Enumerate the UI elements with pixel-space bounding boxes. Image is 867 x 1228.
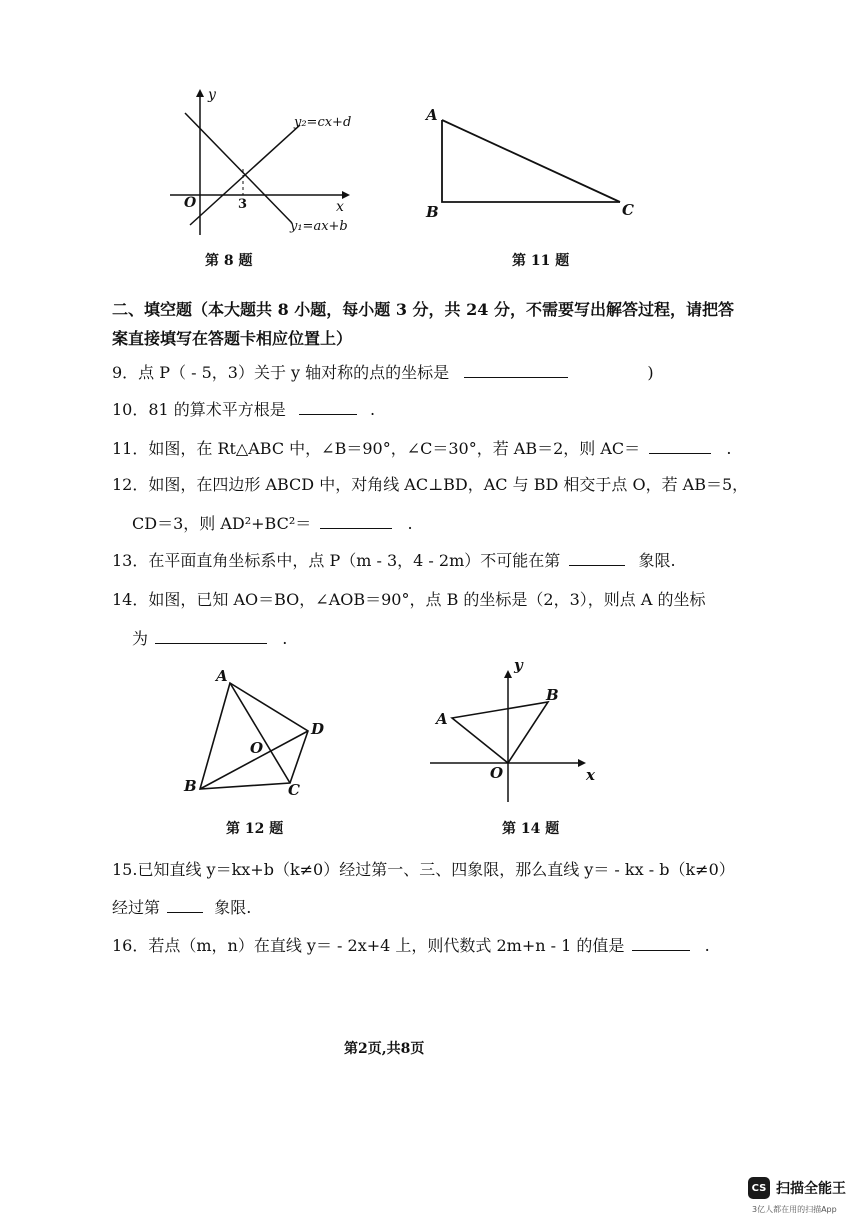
question-15-answer-blank[interactable] (167, 896, 203, 913)
figure-12-caption: 第 12 题 (226, 821, 284, 837)
page-number: 第2页,共8页 (344, 1041, 425, 1057)
question-15-line-2 (112, 896, 251, 919)
section-heading-line-2: 案直接填写在答题卡相应位置上） (112, 329, 353, 348)
question-11-tail: . (726, 439, 732, 458)
question-12-tail: . (407, 514, 413, 533)
question-16-text: 16．若点（m，n）在直线 y＝ - 2x+4 上，则代数式 2m+n - 1 的值是 (112, 936, 625, 955)
question-9-text: 9．点 P（ - 5，3）关于 y 轴对称的点的坐标是 (112, 363, 450, 382)
fig12-label-O: O (250, 739, 264, 757)
question-16-tail: . (704, 936, 710, 955)
question-11 (112, 437, 731, 460)
question-10-answer-blank[interactable] (299, 398, 357, 415)
question-15-line-1: 15.已知直线 y＝kx+b（k≠0）经过第一、三、四象限，那么直线 y＝ - kx - b（k≠0） (112, 860, 735, 879)
question-10 (112, 398, 375, 421)
section-heading-line-1: 二、填空题（本大题共 8 小题，每小题 3 分，共 24 分，不需要写出解答过程，请把答 (112, 300, 734, 319)
scanner-logo-icon: CS (748, 1177, 770, 1199)
figure-14 (428, 656, 608, 810)
fig12-label-A: A (216, 667, 228, 685)
question-12-text: CD＝3，则 AD²+BC²＝ (132, 514, 312, 533)
fig8-origin-label: O (184, 195, 197, 211)
question-14-line-2 (132, 627, 287, 650)
question-12-line-1: 12．如图，在四边形 ABCD 中，对角线 AC⊥BD，AC 与 BD 相交于点 O，若 AB＝5， (112, 475, 749, 494)
fig12-label-B: B (184, 777, 197, 795)
fig14-origin-label: O (490, 764, 504, 782)
fig14-y-label: y (514, 656, 523, 674)
figure-14-graph (428, 660, 608, 810)
figure-14-caption: 第 14 题 (502, 821, 560, 837)
fig8-y-label: y (208, 87, 216, 103)
question-13-answer-blank[interactable] (569, 549, 625, 566)
question-11-text: 11．如图，在 Rt△ABC 中，∠B＝90°，∠C＝30°，若 AB＝2，则 AC＝ (112, 439, 641, 458)
figure-12 (180, 665, 340, 805)
question-15-tail: 象限. (214, 898, 252, 917)
question-9 (112, 361, 654, 384)
fig12-label-D: D (311, 720, 325, 738)
fig11-label-B: B (426, 203, 439, 221)
question-9-answer-blank[interactable] (464, 361, 568, 378)
question-16 (112, 934, 710, 957)
fig14-label-A: A (436, 710, 448, 728)
fig14-label-B: B (546, 686, 559, 704)
question-12-line-2 (132, 512, 413, 535)
scanner-app-name: 扫描全能王 (776, 1181, 846, 1197)
question-14-text: 为 (132, 629, 149, 648)
question-14-line-1: 14．如图，已知 AO＝BO，∠AOB＝90°，点 B 的坐标是（2，3），则点 A 的坐标 (112, 590, 706, 609)
question-13-tail: 象限. (638, 551, 676, 570)
question-16-answer-blank[interactable] (632, 934, 690, 951)
question-13-text: 13．在平面直角坐标系中，点 P（m - 3，4 - 2m）不可能在第 (112, 551, 561, 570)
fig11-label-A: A (426, 106, 438, 124)
fig8-line2-label: y₂=cx+d (294, 115, 352, 130)
question-10-text: 10．81 的算术平方根是 (112, 400, 286, 419)
question-13 (112, 549, 676, 572)
question-10-tail: . (370, 400, 376, 419)
scanner-tagline: 3亿人都在用的扫描App (752, 1205, 837, 1214)
figure-11 (420, 100, 650, 230)
question-15-text: 经过第 (112, 898, 161, 917)
question-14-tail: . (282, 629, 288, 648)
fig14-x-label: x (586, 766, 595, 784)
figure-11-caption: 第 11 题 (512, 253, 570, 269)
fig8-tick-label: 3 (238, 197, 248, 212)
question-9-tail: ) (647, 363, 654, 382)
question-12-answer-blank[interactable] (320, 512, 392, 529)
figure-11-triangle (420, 100, 650, 230)
fig12-label-C: C (288, 781, 300, 799)
fig8-line1-label: y₁=ax+b (290, 219, 348, 234)
figure-8 (170, 85, 370, 245)
fig11-label-C: C (622, 201, 634, 219)
question-11-answer-blank[interactable] (649, 437, 711, 454)
question-14-answer-blank[interactable] (155, 627, 267, 644)
figure-8-caption: 第 8 题 (205, 253, 253, 269)
fig8-x-label: x (336, 199, 344, 215)
